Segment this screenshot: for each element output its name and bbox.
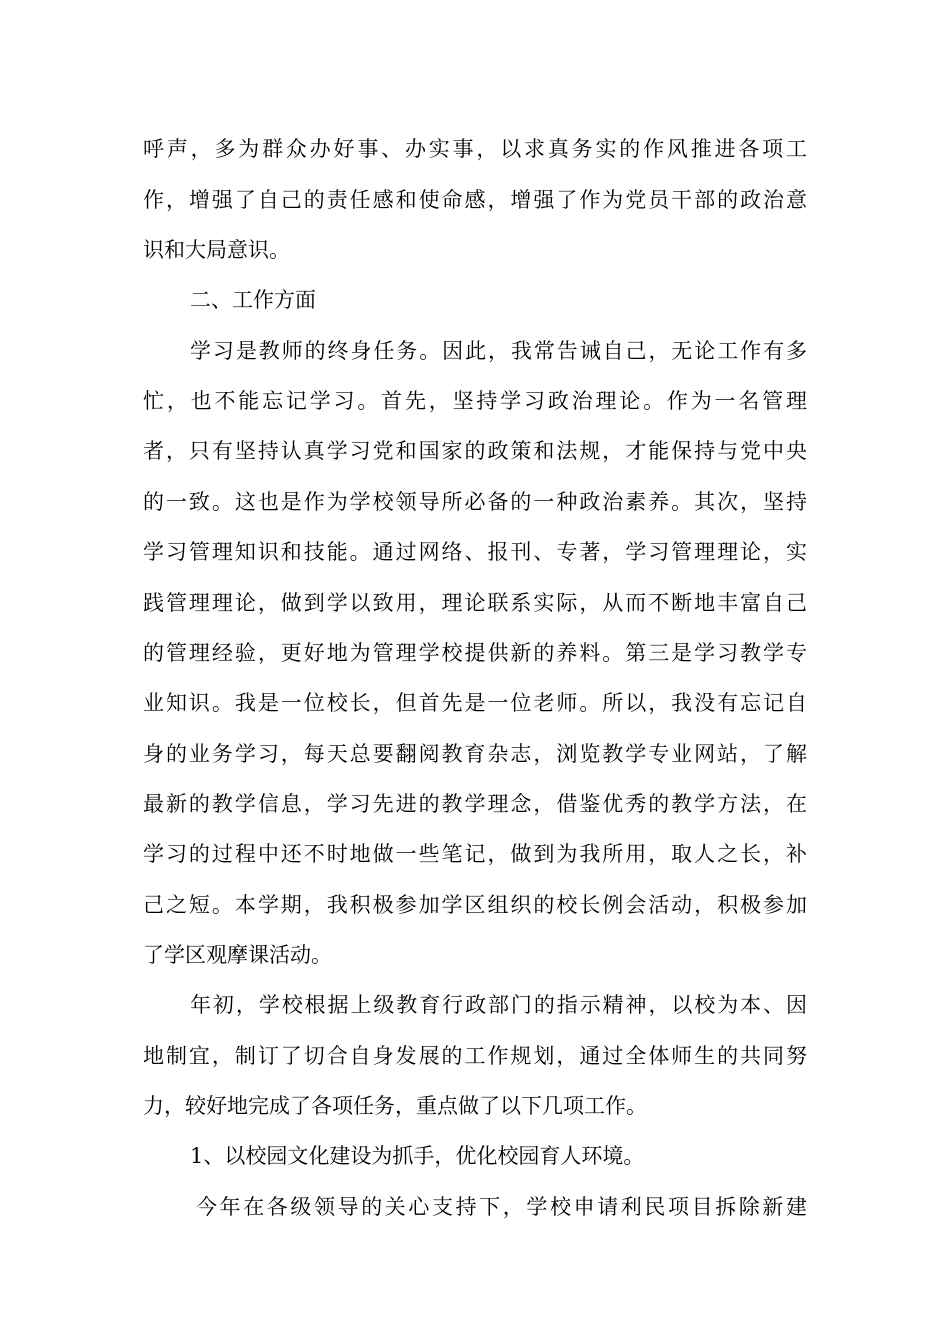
text-line: 了学区观摩课活动。 [143, 943, 332, 967]
text-line: 身的业务学习，每天总要翻阅教育杂志，浏览教学专业网站，了解 [143, 742, 807, 766]
text-line: 呼声，多为群众办好事、办实事，以求真务实的作风推进各项工 [143, 137, 807, 161]
text-line: 者，只有坚持认真学习党和国家的政策和法规，才能保持与党中央 [143, 439, 807, 463]
text-line: 业知识。我是一位校长，但首先是一位老师。所以，我没有忘记自 [143, 691, 807, 715]
text-line: 地制宜，制订了切合自身发展的工作规划，通过全体师生的共同努 [143, 1044, 807, 1068]
text-line: 的管理经验，更好地为管理学校提供新的养料。第三是学习教学专 [143, 641, 807, 665]
text-line: 年初，学校根据上级教育行政部门的指示精神，以校为本、因 [190, 993, 807, 1017]
text-line: 最新的教学信息，学习先进的教学理念，借鉴优秀的教学方法，在 [143, 792, 807, 816]
text-line: 忙，也不能忘记学习。首先，坚持学习政治理论。作为一名管理 [143, 389, 807, 413]
text-line: 的一致。这也是作为学校领导所必备的一种政治素养。其次，坚持 [143, 490, 807, 514]
section-heading: 二、工作方面 [190, 288, 316, 312]
text-line: 学习管理知识和技能。通过网络、报刊、专著，学习管理理论，实 [143, 540, 807, 564]
text-line: 识和大局意识。 [143, 238, 290, 262]
text-line: 力，较好地完成了各项任务，重点做了以下几项工作。 [143, 1094, 647, 1118]
text-line: 今年在各级领导的关心支持下，学校申请利民项目拆除新建 [196, 1195, 807, 1219]
text-line: 学习是教师的终身任务。因此，我常告诫自己，无论工作有多 [190, 339, 807, 363]
numbered-heading: 1、以校园文化建设为抓手，优化校园育人环境。 [190, 1144, 645, 1168]
text-line: 学习的过程中还不时地做一些笔记，做到为我所用，取人之长，补 [143, 842, 807, 866]
text-line: 己之短。本学期，我积极参加学区组织的校长例会活动，积极参加 [143, 893, 807, 917]
text-line: 作，增强了自己的责任感和使命感，增强了作为党员干部的政治意 [143, 188, 807, 212]
text-line: 践管理理论，做到学以致用，理论联系实际，从而不断地丰富自己 [143, 591, 807, 615]
